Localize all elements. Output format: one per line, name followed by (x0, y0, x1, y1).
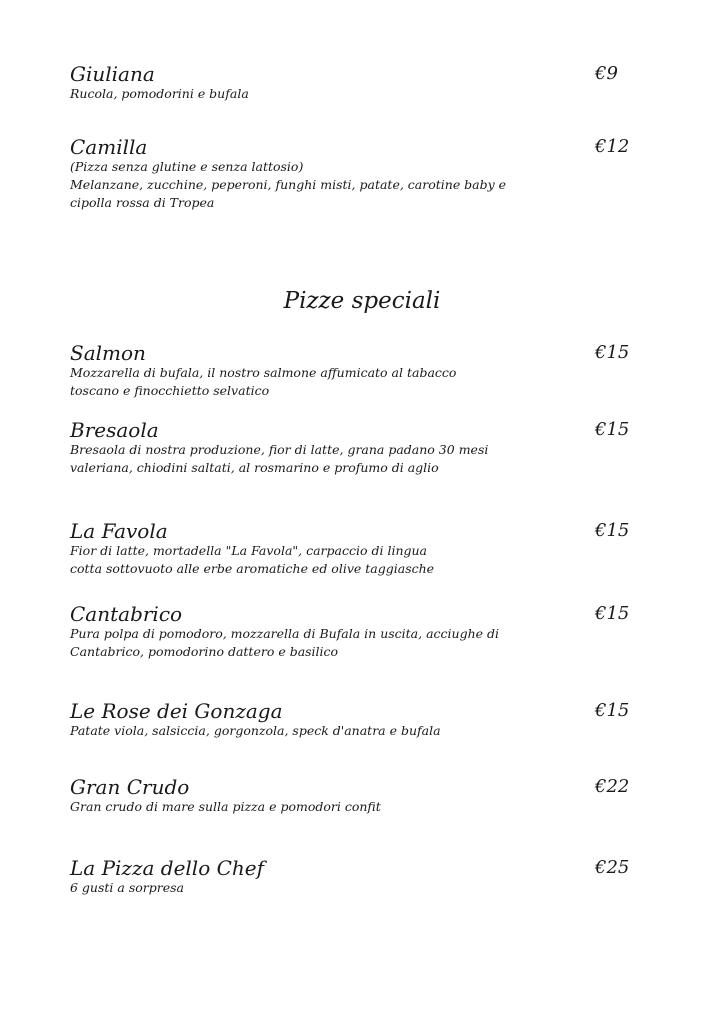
item-price: €15 (595, 700, 630, 721)
menu-item-gran-crudo (70, 776, 650, 816)
item-price: €15 (595, 342, 630, 363)
menu-item-camilla (70, 136, 650, 212)
description-line: Gran crudo di mare sulla pizza e pomodori confit (70, 799, 381, 814)
description-line: valeriana, chiodini saltati, al rosmarino e profumo di aglio (70, 460, 439, 475)
item-price: €9 (595, 63, 618, 84)
description-line: Melanzane, zucchine, peperoni, funghi misti, patate, carotine baby e (70, 177, 507, 192)
description-line: Bresaola di nostra produzione, fior di latte, grana padano 30 mesi (70, 442, 489, 457)
item-name: Cantabrico (70, 602, 183, 626)
item-description (70, 722, 490, 740)
description-line: Rucola, pomodorini e bufala (70, 86, 249, 101)
description-line: cipolla rossa di Tropea (70, 195, 215, 210)
item-price: €15 (595, 520, 630, 541)
description-line: 6 gusti a sorpresa (70, 880, 184, 895)
menu-item-cantabrico (70, 603, 650, 661)
description-line: Mozzarella di bufala, il nostro salmone affumicato al tabacco (70, 365, 457, 380)
item-name: Giuliana (70, 62, 155, 86)
menu-item-giuliana (70, 63, 650, 103)
item-name: Gran Crudo (70, 775, 190, 799)
item-name: La Favola (70, 519, 168, 543)
item-name: La Pizza dello Chef (70, 856, 265, 880)
item-description (70, 441, 530, 477)
item-description (70, 879, 490, 897)
description-line: toscano e finocchietto selvatico (70, 383, 270, 398)
description-line: Cantabrico, pomodorino dattero e basilico (70, 644, 339, 659)
description-line: Pura polpa di pomodoro, mozzarella di Bufala in uscita, acciughe di (70, 626, 500, 641)
item-price: €22 (595, 776, 630, 797)
description-line: cotta sottovuoto alle erbe aromatiche ed olive taggiasche (70, 561, 435, 576)
description-line: Fior di latte, mortadella "La Favola", carpaccio di lingua (70, 543, 428, 558)
section-title: Pizze speciali (283, 288, 441, 314)
item-description (70, 625, 530, 661)
description-line: Patate viola, salsiccia, gorgonzola, speck d'anatra e bufala (70, 723, 441, 738)
item-description (70, 798, 490, 816)
menu-item-salmon (70, 342, 650, 400)
menu-item-le-rose-dei-gonzaga (70, 700, 650, 740)
menu-item-la-pizza-dello-chef (70, 857, 650, 897)
item-name: Salmon (70, 341, 146, 365)
description-line: (Pizza senza glutine e senza lattosio) (70, 159, 304, 174)
item-name: Bresaola (70, 418, 159, 442)
item-name: Le Rose dei Gonzaga (70, 699, 283, 723)
menu-item-la-favola (70, 520, 650, 578)
item-price: €15 (595, 603, 630, 624)
item-price: €25 (595, 857, 630, 878)
menu-item-bresaola (70, 419, 650, 477)
item-price: €12 (595, 136, 630, 157)
item-description (70, 85, 490, 103)
item-description (70, 542, 490, 578)
item-price: €15 (595, 419, 630, 440)
item-name: Camilla (70, 135, 148, 159)
item-description (70, 158, 510, 212)
item-description (70, 364, 490, 400)
